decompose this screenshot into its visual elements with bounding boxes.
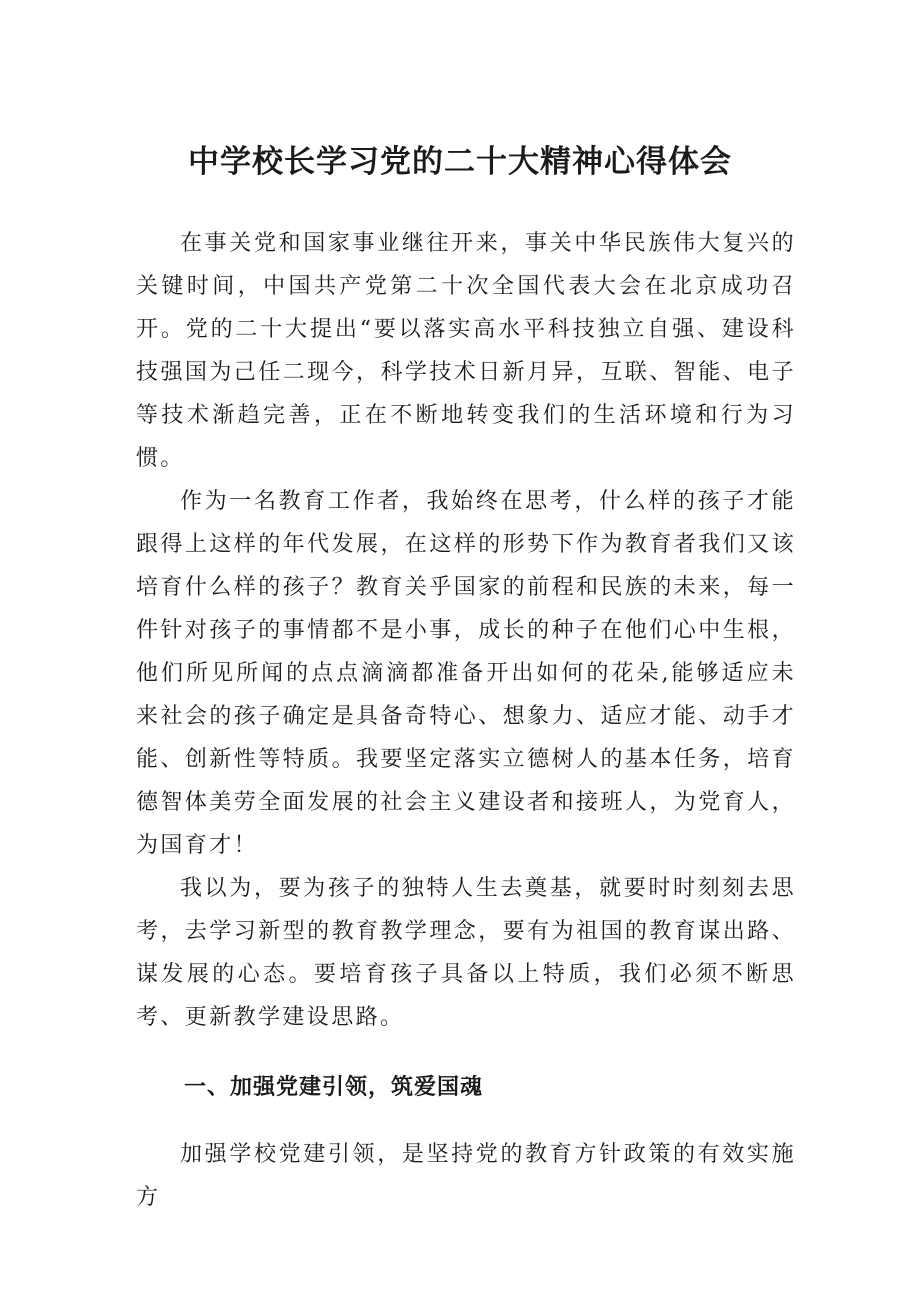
paragraph-thinking: 我以为，要为孩子的独特人生去奠基，就要时时刻刻去思考，去学习新型的教育教学理念，要有为祖国的教育谋出路、谋发展的心态。要培育孩子具备以上特质，我们必须不断思考、更新教学建设思路。 — [136, 876, 796, 1030]
section-heading: 一、加强党建引领，筑爱国魂 — [184, 1075, 484, 1100]
paragraph-educator-reflection: 作为一名教育工作者，我始终在思考，什么样的孩子才能跟得上这样的年代发展，在这样的形势下作为教育者我们又该培育什么样的孩子？教育关乎国家的前程和民族的未来，每一件针对孩子的事情都不是小事，成长的种子在他们心中生根，他们所见所闻的点点滴滴都准备开出如何的花朵,能够适应未来社会的孩子确定是具备奇特心、想象力、适应才能、动手才能、创新性等特质。我要坚定落实立德树人的基本任务，培育德智体美劳全面发展的社会主义建设者和接班人，为党育人，为国育才！ — [136, 489, 796, 858]
page-title: 中学校长学习党的二十大精神心得体会 — [188, 144, 732, 180]
paragraph-section-one: 加强学校党建引领，是坚持党的教育方针政策的有效实施方 — [136, 1142, 796, 1210]
paragraph-intro: 在事关党和国家事业继往开来，事关中华民族伟大复兴的关键时间，中国共产党第二十次全国代表大会在北京成功召开。党的二十大提出“要以落实高水平科技独立自强、建设科技强国为己任二现今，科学技术日新月异，互联、智能、电子等技术渐趋完善，正在不断地转变我们的生活环境和行为习惯。 — [136, 231, 796, 471]
document-body — [136, 222, 796, 1219]
